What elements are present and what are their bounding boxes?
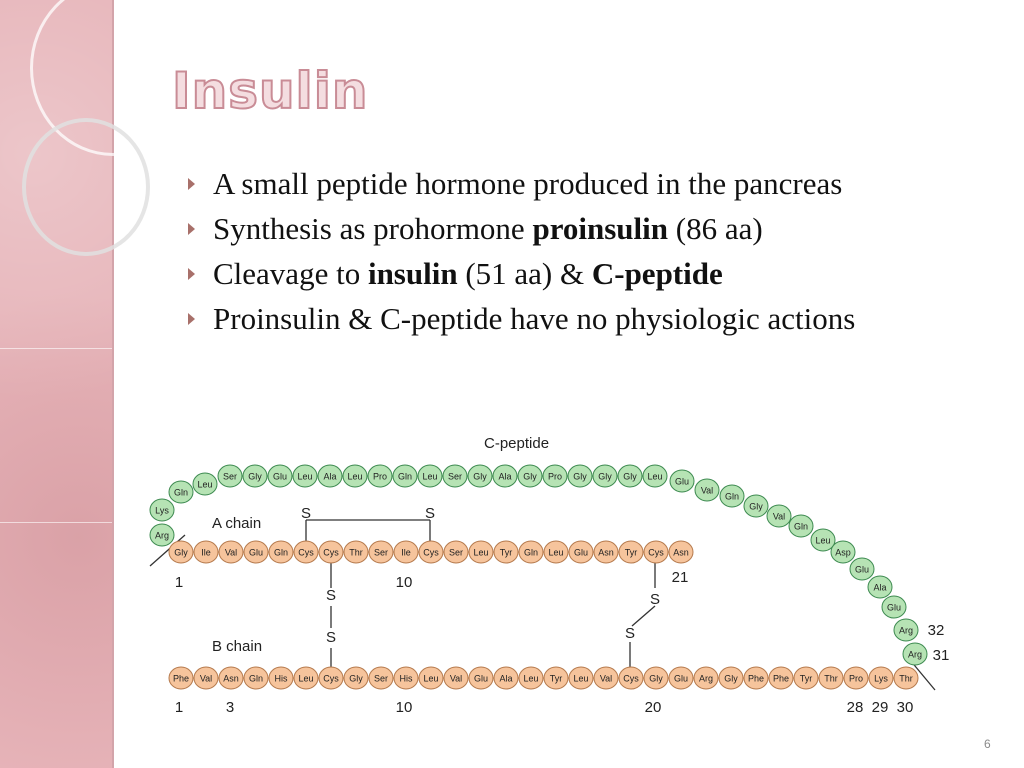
page-number: 6 <box>984 737 991 751</box>
c-peptide-residue-label: Glu <box>272 471 288 482</box>
a-chain-residue-label: Gly <box>174 547 188 558</box>
c-peptide-residue-label: Arg <box>154 530 170 541</box>
bullet-list <box>188 166 968 346</box>
decorative-ring <box>22 118 150 256</box>
c-peptide-position-number: 32 <box>927 622 945 639</box>
a-chain-residue-label: Cys <box>423 547 439 558</box>
disulfide-s-label: S <box>624 625 636 642</box>
b-chain-residue-label: Phe <box>747 673 765 684</box>
c-peptide-residue-label: Gln <box>173 487 189 498</box>
bullet-arrow-icon <box>188 178 195 190</box>
c-peptide-label: C-peptide <box>484 435 550 452</box>
bullet-arrow-icon <box>188 268 195 280</box>
b-chain-residue-label: Gly <box>349 673 363 684</box>
slide-title: Insulin <box>172 62 369 120</box>
c-peptide-residue-label: Gly <box>749 501 763 512</box>
b-chain-residue-label: Val <box>449 673 463 684</box>
c-peptide-residue-label: Gly <box>248 471 262 482</box>
a-chain-residue-label: Leu <box>548 547 564 558</box>
c-peptide-residue-label: Gly <box>523 471 537 482</box>
bullet-item <box>188 166 968 202</box>
bullet-text: A small peptide hormone produced in the pancreas <box>213 166 843 201</box>
b-chain-residue-label: Asn <box>223 673 239 684</box>
c-peptide-residue-label: Leu <box>297 471 313 482</box>
c-peptide-residue-label: Gly <box>598 471 612 482</box>
c-peptide-residue-label: Gly <box>473 471 487 482</box>
c-peptide-residue-label: Lys <box>155 505 169 516</box>
b-chain-residue-label: Pro <box>848 673 864 684</box>
bullet-text: (86 aa) <box>668 211 763 246</box>
a-chain-residue-label: Cys <box>323 547 339 558</box>
b-chain-position-number: 3 <box>225 699 235 716</box>
a-chain-position-number: 21 <box>671 569 689 586</box>
a-chain-residue-label: Gln <box>523 547 539 558</box>
c-peptide-residue-label: Gln <box>724 491 740 502</box>
c-peptide-residue-label: Leu <box>422 471 438 482</box>
bullet-text: Synthesis as prohormone <box>213 211 533 246</box>
a-chain-residue-label: Glu <box>573 547 589 558</box>
c-peptide-residue-label: Val <box>772 511 786 522</box>
c-peptide-residue-label: Ala <box>873 582 887 593</box>
c-peptide-residue-label: Ala <box>498 471 512 482</box>
a-chain-residue-label: Asn <box>673 547 689 558</box>
b-chain-residue-label: Gln <box>248 673 264 684</box>
b-chain-position-number: 1 <box>174 699 184 716</box>
a-chain-residue-label: Leu <box>473 547 489 558</box>
b-chain-residue-label: Leu <box>523 673 539 684</box>
a-chain-residue-label: Thr <box>349 547 363 558</box>
a-chain-residue-label: Cys <box>648 547 664 558</box>
b-chain-position-number: 29 <box>871 699 889 716</box>
c-peptide-residue-label: Ser <box>222 471 238 482</box>
c-peptide-residue-label: Gln <box>793 521 809 532</box>
a-chain-residue-label: Tyr <box>624 547 638 558</box>
b-chain-residue-label: Leu <box>298 673 314 684</box>
b-chain-residue-label: Glu <box>473 673 489 684</box>
bullet-item <box>188 256 968 292</box>
bullet-bold-text: C-peptide <box>591 256 723 291</box>
a-chain-residue-label: Glu <box>248 547 264 558</box>
c-peptide-residue-label: Ala <box>323 471 337 482</box>
c-peptide-residue-label: Leu <box>647 471 663 482</box>
a-chain-residue-label: Cys <box>298 547 314 558</box>
b-chain-position-number: 10 <box>395 699 413 716</box>
b-chain-residue-label: Glu <box>673 673 689 684</box>
c-peptide-residue-label: Leu <box>347 471 363 482</box>
b-chain-residue-label: Arg <box>698 673 714 684</box>
b-chain-residue-label: Cys <box>323 673 339 684</box>
b-chain-label: B chain <box>212 638 263 655</box>
disulfide-s-label: S <box>325 587 337 604</box>
b-chain-residue-label: Thr <box>899 673 913 684</box>
disulfide-s-label: S <box>649 591 661 608</box>
b-chain-residue-label: His <box>399 673 413 684</box>
b-chain-residue-label: Cys <box>623 673 639 684</box>
disulfide-s-label: S <box>300 505 312 522</box>
a-chain-residue-label: Ser <box>448 547 464 558</box>
a-chain-position-number: 1 <box>174 574 184 591</box>
b-chain-residue-label: Tyr <box>799 673 813 684</box>
disulfide-s-label: S <box>424 505 436 522</box>
bullet-item <box>188 211 968 247</box>
c-peptide-residue-label: Gly <box>623 471 637 482</box>
disulfide-s-label: S <box>325 629 337 646</box>
c-peptide-residue-label: Gln <box>397 471 413 482</box>
c-peptide-residue-label: Pro <box>547 471 563 482</box>
c-peptide-residue-label: Pro <box>372 471 388 482</box>
c-peptide-residue-label: Arg <box>898 625 914 636</box>
b-chain-residue-label: Val <box>599 673 613 684</box>
bullet-text: Cleavage to <box>213 256 368 291</box>
bullet-arrow-icon <box>188 223 195 235</box>
disulfide-bond <box>632 606 655 626</box>
sidebar-divider <box>0 522 112 523</box>
b-chain-residue-label: Phe <box>772 673 790 684</box>
c-peptide-residue-label: Asp <box>835 547 851 558</box>
b-chain-residue-label: Ser <box>373 673 389 684</box>
a-chain-label: A chain <box>212 515 262 532</box>
bullet-bold-text: proinsulin <box>532 211 669 246</box>
b-chain-residue-label: Gly <box>724 673 738 684</box>
c-peptide-residue-label: Arg <box>907 649 923 660</box>
bullet-item <box>188 301 968 337</box>
a-chain-residue-label: Tyr <box>499 547 513 558</box>
b-chain-residue-label: Phe <box>172 673 190 684</box>
b-chain-residue-label: Lys <box>874 673 888 684</box>
a-chain-residue-label: Ile <box>401 547 411 558</box>
c-peptide-residue-label: Glu <box>674 476 690 487</box>
a-chain-residue-label: Gln <box>273 547 289 558</box>
b-chain-residue-label: Tyr <box>549 673 563 684</box>
sidebar-divider <box>0 348 112 349</box>
c-peptide-residue-label: Ser <box>447 471 463 482</box>
c-peptide-residue-label: Leu <box>815 535 831 546</box>
b-chain-position-number: 20 <box>644 699 662 716</box>
a-chain-position-number: 10 <box>395 574 413 591</box>
bullet-text: (51 aa) & <box>457 256 592 291</box>
c-peptide-residue-label: Leu <box>197 479 213 490</box>
b-chain-residue-label: Gly <box>649 673 663 684</box>
b-chain-residue-label: Val <box>199 673 213 684</box>
a-chain-residue-label: Ser <box>373 547 389 558</box>
b-chain-residue-label: Leu <box>423 673 439 684</box>
c-peptide-position-number: 31 <box>932 647 950 664</box>
a-chain-residue-label: Val <box>224 547 238 558</box>
b-chain-residue-label: Ala <box>499 673 513 684</box>
b-chain-residue-label: Thr <box>824 673 838 684</box>
insulin-structure-diagram <box>140 428 960 728</box>
a-chain-residue-label: Asn <box>598 547 614 558</box>
b-chain-residue-label: His <box>274 673 288 684</box>
c-peptide-residue-label: Glu <box>886 602 902 613</box>
bullet-text: Proinsulin & C-peptide have no physiologic actions <box>213 301 856 336</box>
c-peptide-residue-label: Val <box>700 485 714 496</box>
b-chain-position-number: 30 <box>896 699 914 716</box>
bullet-bold-text: insulin <box>367 256 458 291</box>
bullet-arrow-icon <box>188 313 195 325</box>
b-chain-residue-label: Leu <box>573 673 589 684</box>
a-chain-residue-label: Ile <box>201 547 211 558</box>
c-peptide-residue-label: Gly <box>573 471 587 482</box>
c-peptide-residue-label: Glu <box>854 564 870 575</box>
b-chain-position-number: 28 <box>846 699 864 716</box>
